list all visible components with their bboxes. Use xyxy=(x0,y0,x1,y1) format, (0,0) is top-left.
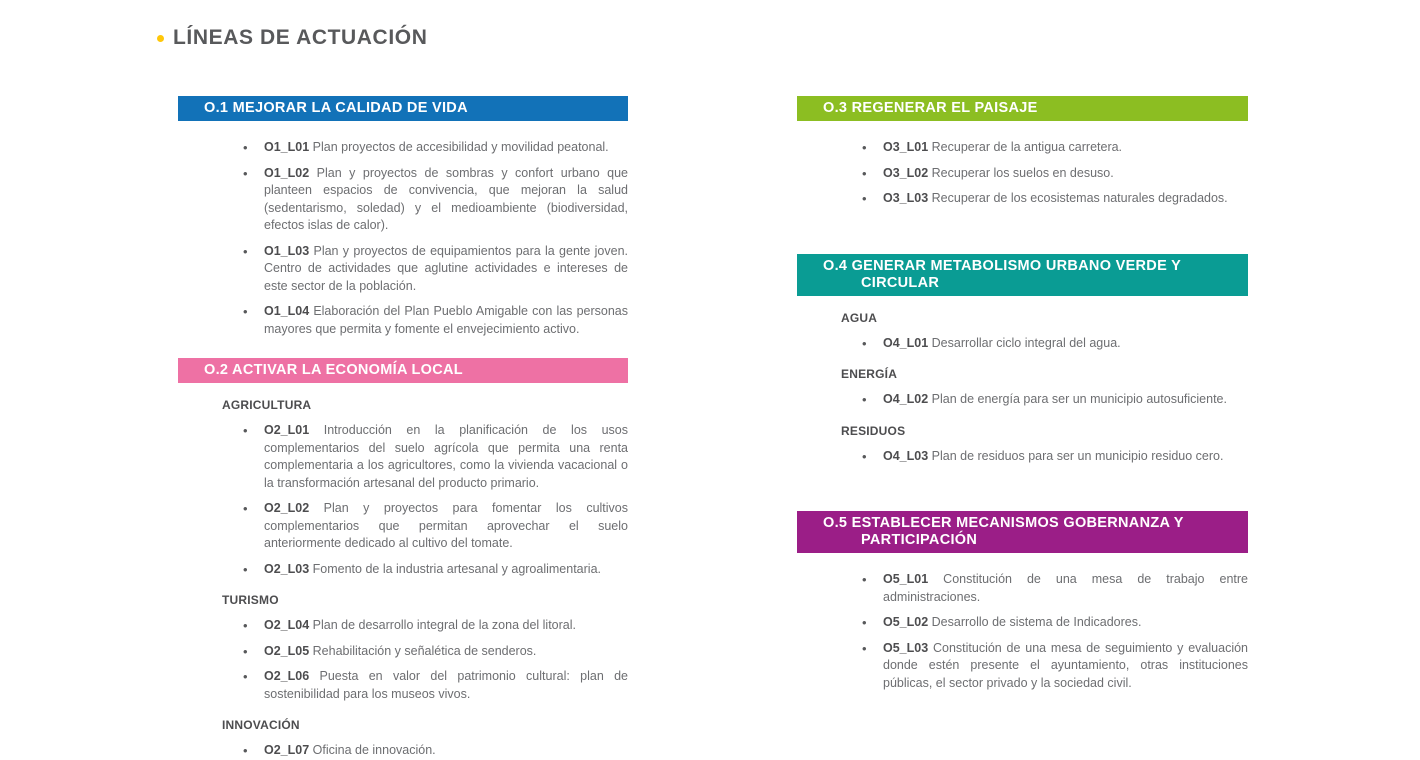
list-item-o2_l07: • O2_L07 Oficina de innovación. xyxy=(264,742,628,760)
item-code: O1_L01 xyxy=(264,140,310,154)
item-code: O1_L03 xyxy=(264,243,310,258)
item-list xyxy=(797,571,1248,692)
item-list xyxy=(178,742,628,760)
item-code: O5_L02 xyxy=(883,615,929,629)
item-list xyxy=(178,617,628,703)
item-code: O3_L03 xyxy=(883,191,929,205)
section-header-o5: O.5 ESTABLECER MECANISMOS GOBERNANZA Y PARTICIPACIÓN xyxy=(797,511,1248,553)
item-code: O4_L01 xyxy=(883,335,929,350)
list-item-o3_l01: • O3_L01 Recuperar de la antigua carretera. xyxy=(883,139,1248,157)
item-code: O2_L07 xyxy=(264,743,310,757)
list-item-o2_l06: • O2_L06 Puesta en valor del patrimonio cultural: plan de sostenibilidad para los museos vivos. xyxy=(264,668,628,703)
section-o3 xyxy=(797,96,1248,208)
item-code: O4_L03 xyxy=(883,448,929,463)
item-list xyxy=(797,391,1248,409)
section-header-o3: O.3 REGENERAR EL PAISAJE xyxy=(797,96,1248,121)
item-code: O1_L04 xyxy=(264,304,310,318)
section-o2 xyxy=(178,358,628,760)
list-item-o3_l03: • O3_L03 Recuperar de los ecosistemas naturales degradados. xyxy=(883,190,1248,208)
item-code: O2_L04 xyxy=(264,618,310,632)
list-item-o4_l03: • O4_L03 Plan de residuos para ser un municipio residuo cero. xyxy=(883,448,1248,466)
list-item-o2_l02: • O2_L02 Plan y proyectos para fomentar los cultivos complementarios que permitan aprovechar el suelo anteriormente dedicado al cultivo del tomate. xyxy=(264,500,628,553)
page-title-text: LÍNEAS DE ACTUACIÓN xyxy=(173,26,428,49)
list-item-o2_l04: • O2_L04 Plan de desarrollo integral de la zona del litoral. xyxy=(264,617,628,635)
group-label-innovación: INNOVACIÓN xyxy=(222,718,300,732)
list-item-o1_l03: • O1_L03 Plan y proyectos de equipamientos para la gente joven. Centro de actividades que aglutine actividades e intereses de este sector de la población. xyxy=(264,243,628,296)
item-code: O2_L06 xyxy=(264,669,310,683)
item-code: O4_L02 xyxy=(883,392,929,406)
list-item-o2_l01: • O2_L01 Introducción en la planificación de los usos complementarios del suelo agrícola que permita una renta complementaria a los agricultores, como la vivienda vacacional o la transformación artesanal del producto primario. xyxy=(264,422,628,492)
section-o5 xyxy=(797,511,1248,692)
group-label-residuos: RESIDUOS xyxy=(841,423,906,438)
item-code: O3_L01 xyxy=(883,140,929,154)
list-item-o5_l03: • O5_L03 Constitución de una mesa de seguimiento y evaluación donde estén presente el ayuntamiento, otras instituciones públicas, el sector privado y la sociedad civil. xyxy=(883,640,1248,693)
list-item-o2_l03: • O2_L03 Fomento de la industria artesanal y agroalimentaria. xyxy=(264,561,628,579)
item-code: O3_L02 xyxy=(883,165,929,180)
item-list xyxy=(178,422,628,578)
item-code: O5_L01 xyxy=(883,572,929,586)
item-list xyxy=(797,448,1248,466)
group-label-agua: AGUA xyxy=(841,310,878,325)
list-item-o2_l05: • O2_L05 Rehabilitación y señalética de senderos. xyxy=(264,643,628,661)
item-list xyxy=(797,335,1248,353)
right-column xyxy=(797,96,1248,700)
group-label-turismo: TURISMO xyxy=(222,593,279,607)
left-column xyxy=(178,96,628,760)
title-bullet-icon xyxy=(157,35,164,42)
list-item-o5_l02: • O5_L02 Desarrollo de sistema de Indicadores. xyxy=(883,614,1248,632)
item-code: O5_L03 xyxy=(883,640,929,655)
section-body xyxy=(797,571,1248,692)
item-code: O2_L05 xyxy=(264,643,310,658)
section-header-o4: O.4 GENERAR METABOLISMO URBANO VERDE Y CIRCULAR xyxy=(797,254,1248,296)
list-item-o3_l02: • O3_L02 Recuperar los suelos en desuso. xyxy=(883,165,1248,183)
item-code: O2_L02 xyxy=(264,501,310,515)
list-item-o1_l04: • O1_L04 Elaboración del Plan Pueblo Amigable con las personas mayores que permita y fomente el envejecimiento activo. xyxy=(264,303,628,338)
item-list xyxy=(797,139,1248,208)
section-header-o2: O.2 ACTIVAR LA ECONOMÍA LOCAL xyxy=(178,358,628,383)
section-body xyxy=(797,139,1248,208)
list-item-o1_l01: • O1_L01 Plan proyectos de accesibilidad y movilidad peatonal. xyxy=(264,139,628,157)
item-list xyxy=(178,139,628,338)
list-item-o5_l01: • O5_L01 Constitución de una mesa de trabajo entre administraciones. xyxy=(883,571,1248,606)
section-o1 xyxy=(178,96,628,338)
item-code: O2_L01 xyxy=(264,423,310,437)
section-body xyxy=(797,311,1248,466)
section-o4 xyxy=(797,254,1248,466)
list-item-o4_l02: • O4_L02 Plan de energía para ser un municipio autosuficiente. xyxy=(883,391,1248,409)
item-code: O2_L03 xyxy=(264,561,310,576)
list-item-o1_l02: • O1_L02 Plan y proyectos de sombras y confort urbano que planteen espacios de convivencia, que mejoran la salud (sedentarismo, soledad) y el medioambiente (biodiversidad, efectos islas de calor). xyxy=(264,165,628,235)
page-title xyxy=(157,26,427,50)
item-code: O1_L02 xyxy=(264,165,310,180)
section-body xyxy=(178,398,628,760)
group-label-agricultura: AGRICULTURA xyxy=(222,398,312,412)
section-body xyxy=(178,139,628,338)
list-item-o4_l01: • O4_L01 Desarrollar ciclo integral del agua. xyxy=(883,335,1248,353)
section-header-o1: O.1 MEJORAR LA CALIDAD DE VIDA xyxy=(178,96,628,121)
group-label-energía: ENERGÍA xyxy=(841,367,898,381)
